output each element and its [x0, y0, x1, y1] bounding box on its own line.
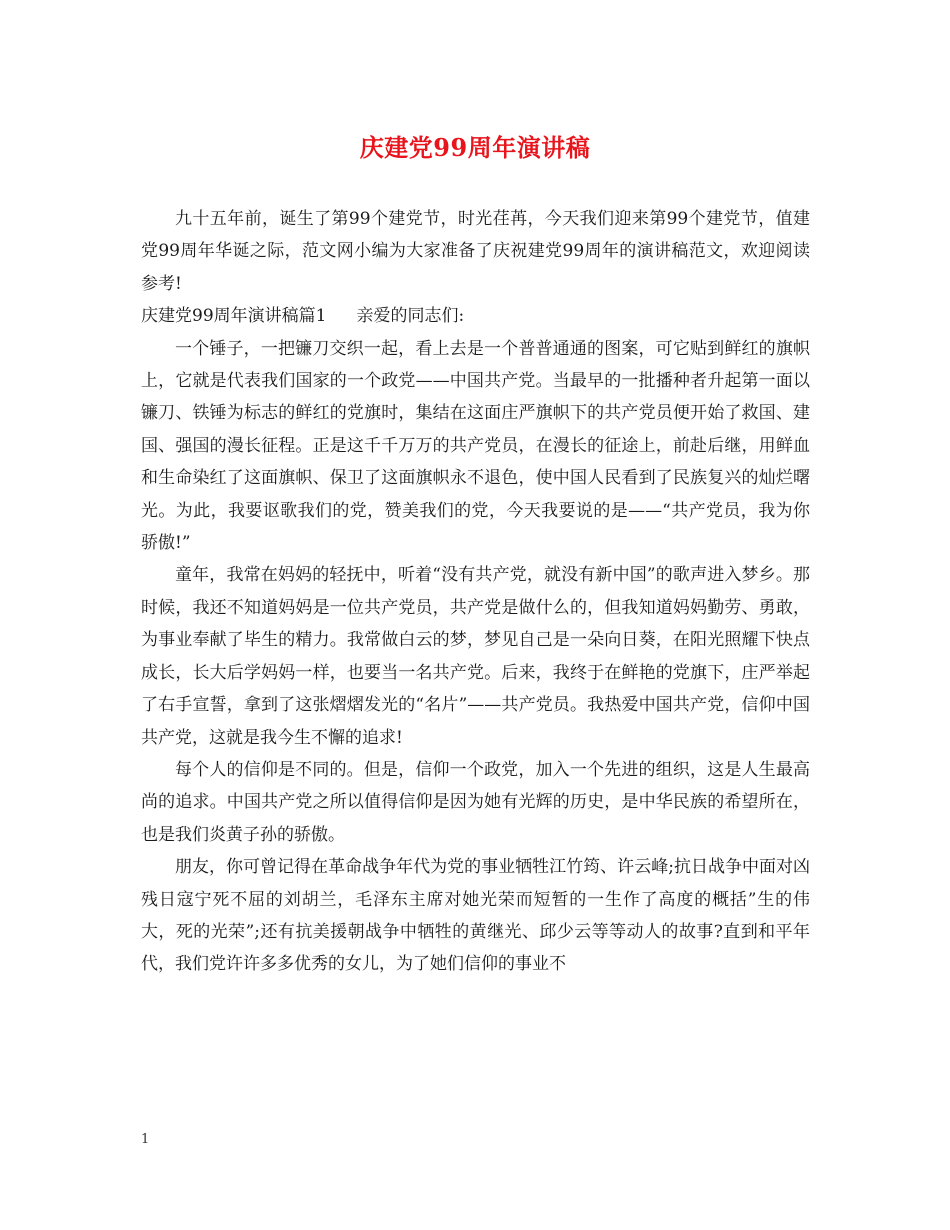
section-heading: 庆建党99周年演讲稿篇1: [141, 306, 327, 327]
body-paragraph: 每个人的信仰是不同的。但是，信仰一个政党，加入一个先进的组织，这是人生最高尚的追求。中国共产党之所以值得信仰是因为她有光辉的历史，是中华民族的希望所在，也是我们炎黄子孙的骄傲。: [141, 759, 810, 845]
section-heading-line: [141, 300, 810, 332]
salutation: 亲爱的同志们:: [356, 306, 465, 327]
page-title: 庆建党99周年演讲稿: [359, 133, 591, 162]
body-paragraph: 童年，我常在妈妈的轻抚中，听着“没有共产党，就没有新中国”的歌声进入梦乡。那时候，我还不知道妈妈是一位共产党员，共产党是做什么的，但我知道妈妈勤劳、勇敢，为事业奉献了毕生的精力。我常做白云的梦，梦见自己是一朵向日葵，在阳光照耀下快点成长，长大后学妈妈一样，也要当一名共产党。后来，我终于在鲜艳的党旗下，庄严举起了右手宣誓，拿到了这张熠熠发光的“名片”——共产党员。我热爱中国共产党，信仰中国共产党，这就是我今生不懈的追求!: [141, 565, 810, 748]
intro-paragraph: 九十五年前，诞生了第99个建党节，时光荏苒，今天我们迎来第99个建党节，值建党99周年华诞之际，范文网小编为大家准备了庆祝建党99周年的演讲稿范文，欢迎阅读参考!: [141, 209, 810, 294]
body-paragraph: 朋友，你可曾记得在革命战争年代为党的事业牺牲江竹筠、许云峰;抗日战争中面对凶残日寇宁死不屈的刘胡兰，毛泽东主席对她光荣而短暂的一生作了高度的概括”生的伟大，死的光荣”;还有抗美援朝战争中牺牲的黄继光、邱少云等等动人的故事?直到和平年代，我们党许许多多优秀的女儿，为了她们信仰的事业不: [141, 857, 810, 975]
document-body: [141, 203, 810, 981]
body-paragraph: 一个锤子，一把镰刀交织一起，看上去是一个普普通通的图案，可它贴到鲜红的旗帜上，它就是代表我们国家的一个政党——中国共产党。当最早的一批播种者升起第一面以镰刀、铁锤为标志的鲜红的党旗时，集结在这面庄严旗帜下的共产党员便开始了救国、建国、强国的漫长征程。正是这千千万万的共产党员，在漫长的征途上，前赴后继，用鲜血和生命染红了这面旗帜、保卫了这面旗帜永不退色，使中国人民看到了民族复兴的灿烂曙光。为此，我要讴歌我们的党，赞美我们的党，今天我要说的是——“共产党员，我为你骄傲!”: [141, 338, 810, 554]
page-number: 1: [141, 1132, 150, 1147]
